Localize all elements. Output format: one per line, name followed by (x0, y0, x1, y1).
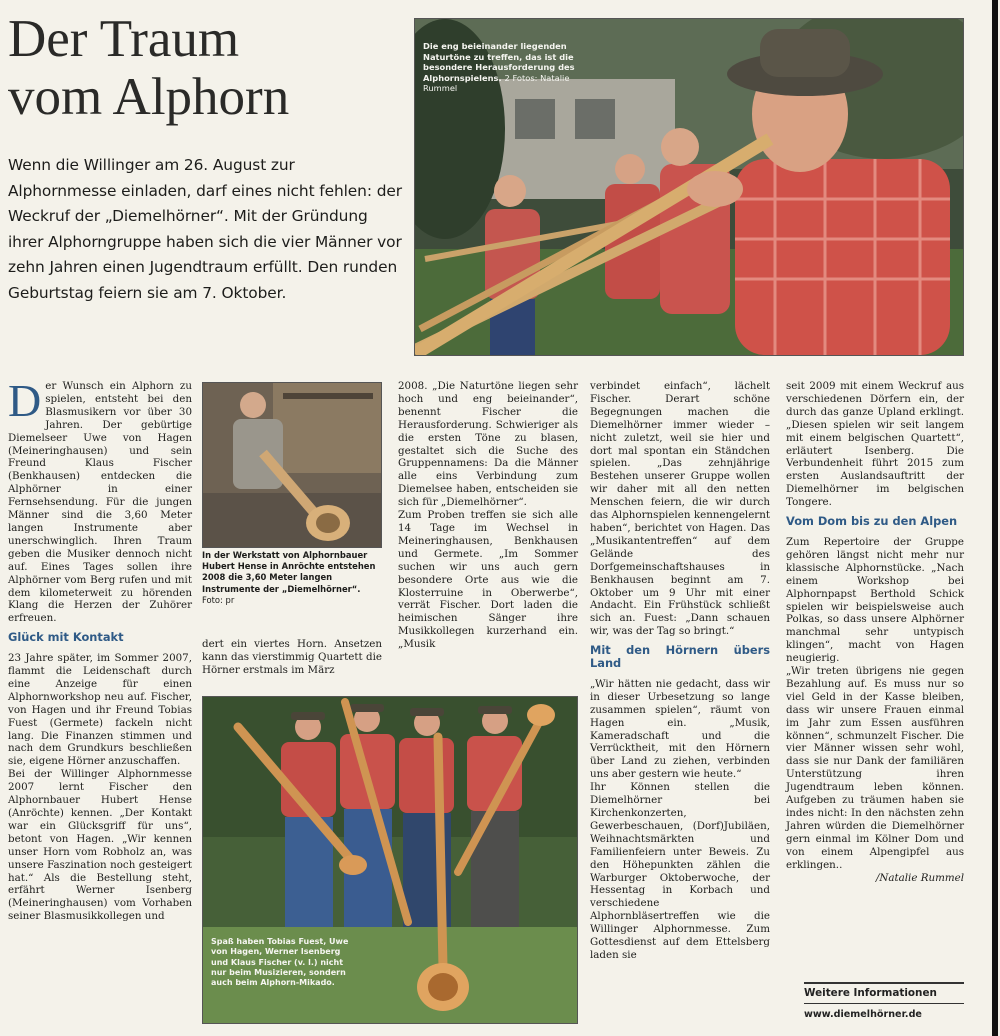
subheading-vom-dom: Vom Dom bis zu den Alpen (786, 514, 958, 529)
drop-cap: D (8, 375, 42, 426)
column-5 (786, 380, 964, 884)
headline-line-2: vom Alphorn (8, 68, 290, 126)
paragraph-bezahlung: „Wir treten übrigens nie gegen Bezahlung auf. Es muss nur so viel Geld in der Kasse bleiben, dass wir unsere Frauen einmal im Jahr zum Essen ausführen können“, schmunzelt Fischer. Die vier Männer wissen sehr wohl, dass sie nur Dank der familiären Unterstützung ihren Jugendtraum leben können. Aufgeben zu träumen haben sie indes nicht: In den nächsten zehn Jahren würden die Diemelhörner gern einmal im Kölner Dom und von einem Alpengipfel aus erklingen.. (786, 665, 964, 871)
paragraph-sommer-2007: 23 Jahre später, im Sommer 2007, flammt die Leidenschaft durch eine Anzeige für einen Alphornworkshop neu auf. Fischer, von Hagen und ihr Freund Tobias Fuest (Germete) fackeln nicht lang. Die Finanzen stimmen und nach dem Grundkurs beschließen sie, eigene Hörner anzuschaffen. (8, 652, 192, 768)
paragraph-urbesetzung: „Wir hätten nie gedacht, dass wir in dieser Urbesetzung so lange zusammen spielen“, räumt von Hagen ein. „Musik, Kameradschaft und die Verrücktheit, mit den Hörnern über Land zu ziehen, verbinden uns aber gestern wie heute.“ (590, 677, 770, 781)
info-rule-top (804, 982, 964, 984)
column-4 (590, 380, 770, 962)
top-photo (414, 18, 964, 356)
paragraph-weckruf: seit 2009 mit einem Weckruf aus verschiedenen Dörfern ein, der durch das ganze Upland erklingt. „Diesen spielen wir seit langem mit einem belgischen Quartett“, erläutert Isenberg. Die Verbundenheit führt 2015 zum ersten Auslandsauftritt der Diemelhörner im belgischen Tongere. (786, 380, 964, 509)
paragraph-repertoire: Zum Repertoire der Gruppe gehören längst nicht mehr nur klassische Alphornstücke. „Nach einem Workshop bei Alphornpapst Berthold Schick spielen wir beispielsweise auch Polkas, so dass unsere Alphörner manchmal sehr untypisch klingen“, macht von Hagen neugierig. (786, 535, 964, 665)
group-photo (202, 696, 578, 1024)
paragraph-viertes-horn: dert ein viertes Horn. Ansetzen kann das vierstimmig Quartett die Hörner erstmals im März (202, 638, 382, 676)
workshop-caption: In der Werkstatt von Alphornbauer Hubert Hense in Anröchte entstehen 2008 die 3,60 Meter langen Instrumente der „Diemelhörner“. Foto: pr (202, 550, 376, 605)
paragraph-begegnungen: verbindet einfach“, lächelt Fischer. Derart schöne Begegnungen machen die Diemelhörner immer wieder – nicht zuletzt, weil sie hier und dort mal spontan ein Ständchen spielen. „Das zehnjährige Bestehen unserer Gruppe wollen wir daher mit all den netten Menschen feiern, die wir durch das Alphornspielen kennengelernt haben“, berichtet von Hagen. Das „Musikantentreffen“ auf dem Gelände des Dorfgemeinschaftshauses in Benkhausen beginnt am 7. Oktober um 9 Uhr mit einer Andacht. Ein Frühstück schließt sich an. Fuest: „Dann schauen wir, was der Tag so bringt.“ (590, 380, 770, 638)
subheading-glueck-mit-kontakt: Glück mit Kontakt (8, 630, 124, 645)
page-edge (992, 0, 998, 1036)
top-photo-credit: 2 Fotos: Natalie Rummel (423, 72, 570, 94)
workshop-credit: Foto: pr (202, 594, 235, 605)
paragraph-proben: Zum Proben treffen sie sich alle 14 Tage im Wechsel in Meineringhausen, Benkhausen und Germete. „Im Sommer suchen wir uns auch gern besondere Orte aus wie die Klosterruine in Oberwerbe“, verrät Fischer. Dort laden die heimischen Sänger ihre Musikkollegen kurzerhand ein. „Musik (398, 509, 578, 651)
group-photo-caption: Spaß haben Tobias Fuest, Uwe von Hagen, Werner Isenberg und Klaus Fischer (v. l.) nicht nur beim Musizieren, sondern auch beim Alphorn-Mikado. (211, 937, 349, 988)
author-credit: /Natalie Rummel (875, 871, 964, 884)
workshop-photo-image (203, 383, 381, 547)
paragraph-koennen: Ihr Können stellen die Diemelhörner bei Kirchenkonzerten, Gewerbeschauen, (Dorf)Jubiläen, Weihnachtsmärkten und Familienfeiern unter Beweis. Zu den Höhepunkten zählen die Warburger Oktoberwoche, der Hessentag in Korbach und verschiedene Alphornbläsertreffen wie die Willinger Alphornmesse. Zum Gottesdienst auf dem Ettelsberg laden sie (590, 781, 770, 961)
paragraph-naturtoene: 2008. „Die Naturtöne liegen sehr hoch und eng beieinander“, benennt Fischer die Herausforderung. Schwieriger als die ersten Töne zu blasen, gestaltet sich die Suche des Gruppennamens: Da die Männer alle eins Verbindung zum Diemelsee haben, entscheiden sie sich für „Diemelhörner“. (398, 380, 578, 509)
lead-paragraph: Wenn die Willinger am 26. August zur Alphornmesse einladen, darf eines nicht fehlen: der Weckruf der „Diemelhörner“. Mit der Gründung ihrer Alphorngruppe haben sich die vier Männer vor zehn Jahren einen Jugendtraum erfüllt. Den runden Geburtstag feiern sie am 7. Oktober. (8, 156, 402, 302)
info-url[interactable]: www.diemelhörner.de (804, 1009, 922, 1020)
subheading-mit-den-hoernern: Mit den Hörnern übers Land (590, 643, 770, 671)
headline-line-1: Der Traum (8, 10, 240, 68)
paragraph-alphornmesse: Bei der Willinger Alphornmesse 2007 lernt Fischer den Alphornbauer Hubert Hense (Anröchte) kennen. „Der Kontakt war ein Glücksgriff für uns“, betont von Hagen. „Wir kennen unser Horn vom Robholz an, was unsere Faszination noch gesteigert hat.“ Als die Bestellung steht, erfährt Werner Isenberg (Meineringhausen) vom Vorhaben seiner Blasmusikkollegen und (8, 768, 192, 923)
column-1 (8, 375, 192, 923)
info-title: Weitere Informationen (804, 987, 937, 999)
column-3 (398, 380, 578, 651)
top-photo-caption: Die eng beieinander liegenden Naturtöne zu treffen, das ist die besondere Herausforderung des Alphornspielens. 2 Fotos: Natalie Rummel (423, 41, 575, 94)
workshop-photo (202, 382, 382, 548)
info-rule-bottom (804, 1003, 964, 1004)
headline (8, 10, 408, 126)
paragraph-intro: Der Wunsch ein Alphorn zu spielen, entsteht bei den Blasmusikern vor über 30 Jahren. Der gebürtige Diemelseer Uwe von Hagen (Meineringhausen) und sein Freund Klaus Fischer (Benkhausen) entdecken die Alphörner in einer Fernsehsendung. Für die jungen Männer sind die 3,60 Meter langen Instrumente aber unerschwinglich. Ihren Traum geben die Musiker dennoch nicht auf. Eines Tages sollen ihre Alphörner vom Berg rufen und mit dem kilometerweit zu hörenden Klang die Herzen der Zuhörer erfreuen. (8, 375, 192, 625)
column-2 (202, 638, 382, 677)
